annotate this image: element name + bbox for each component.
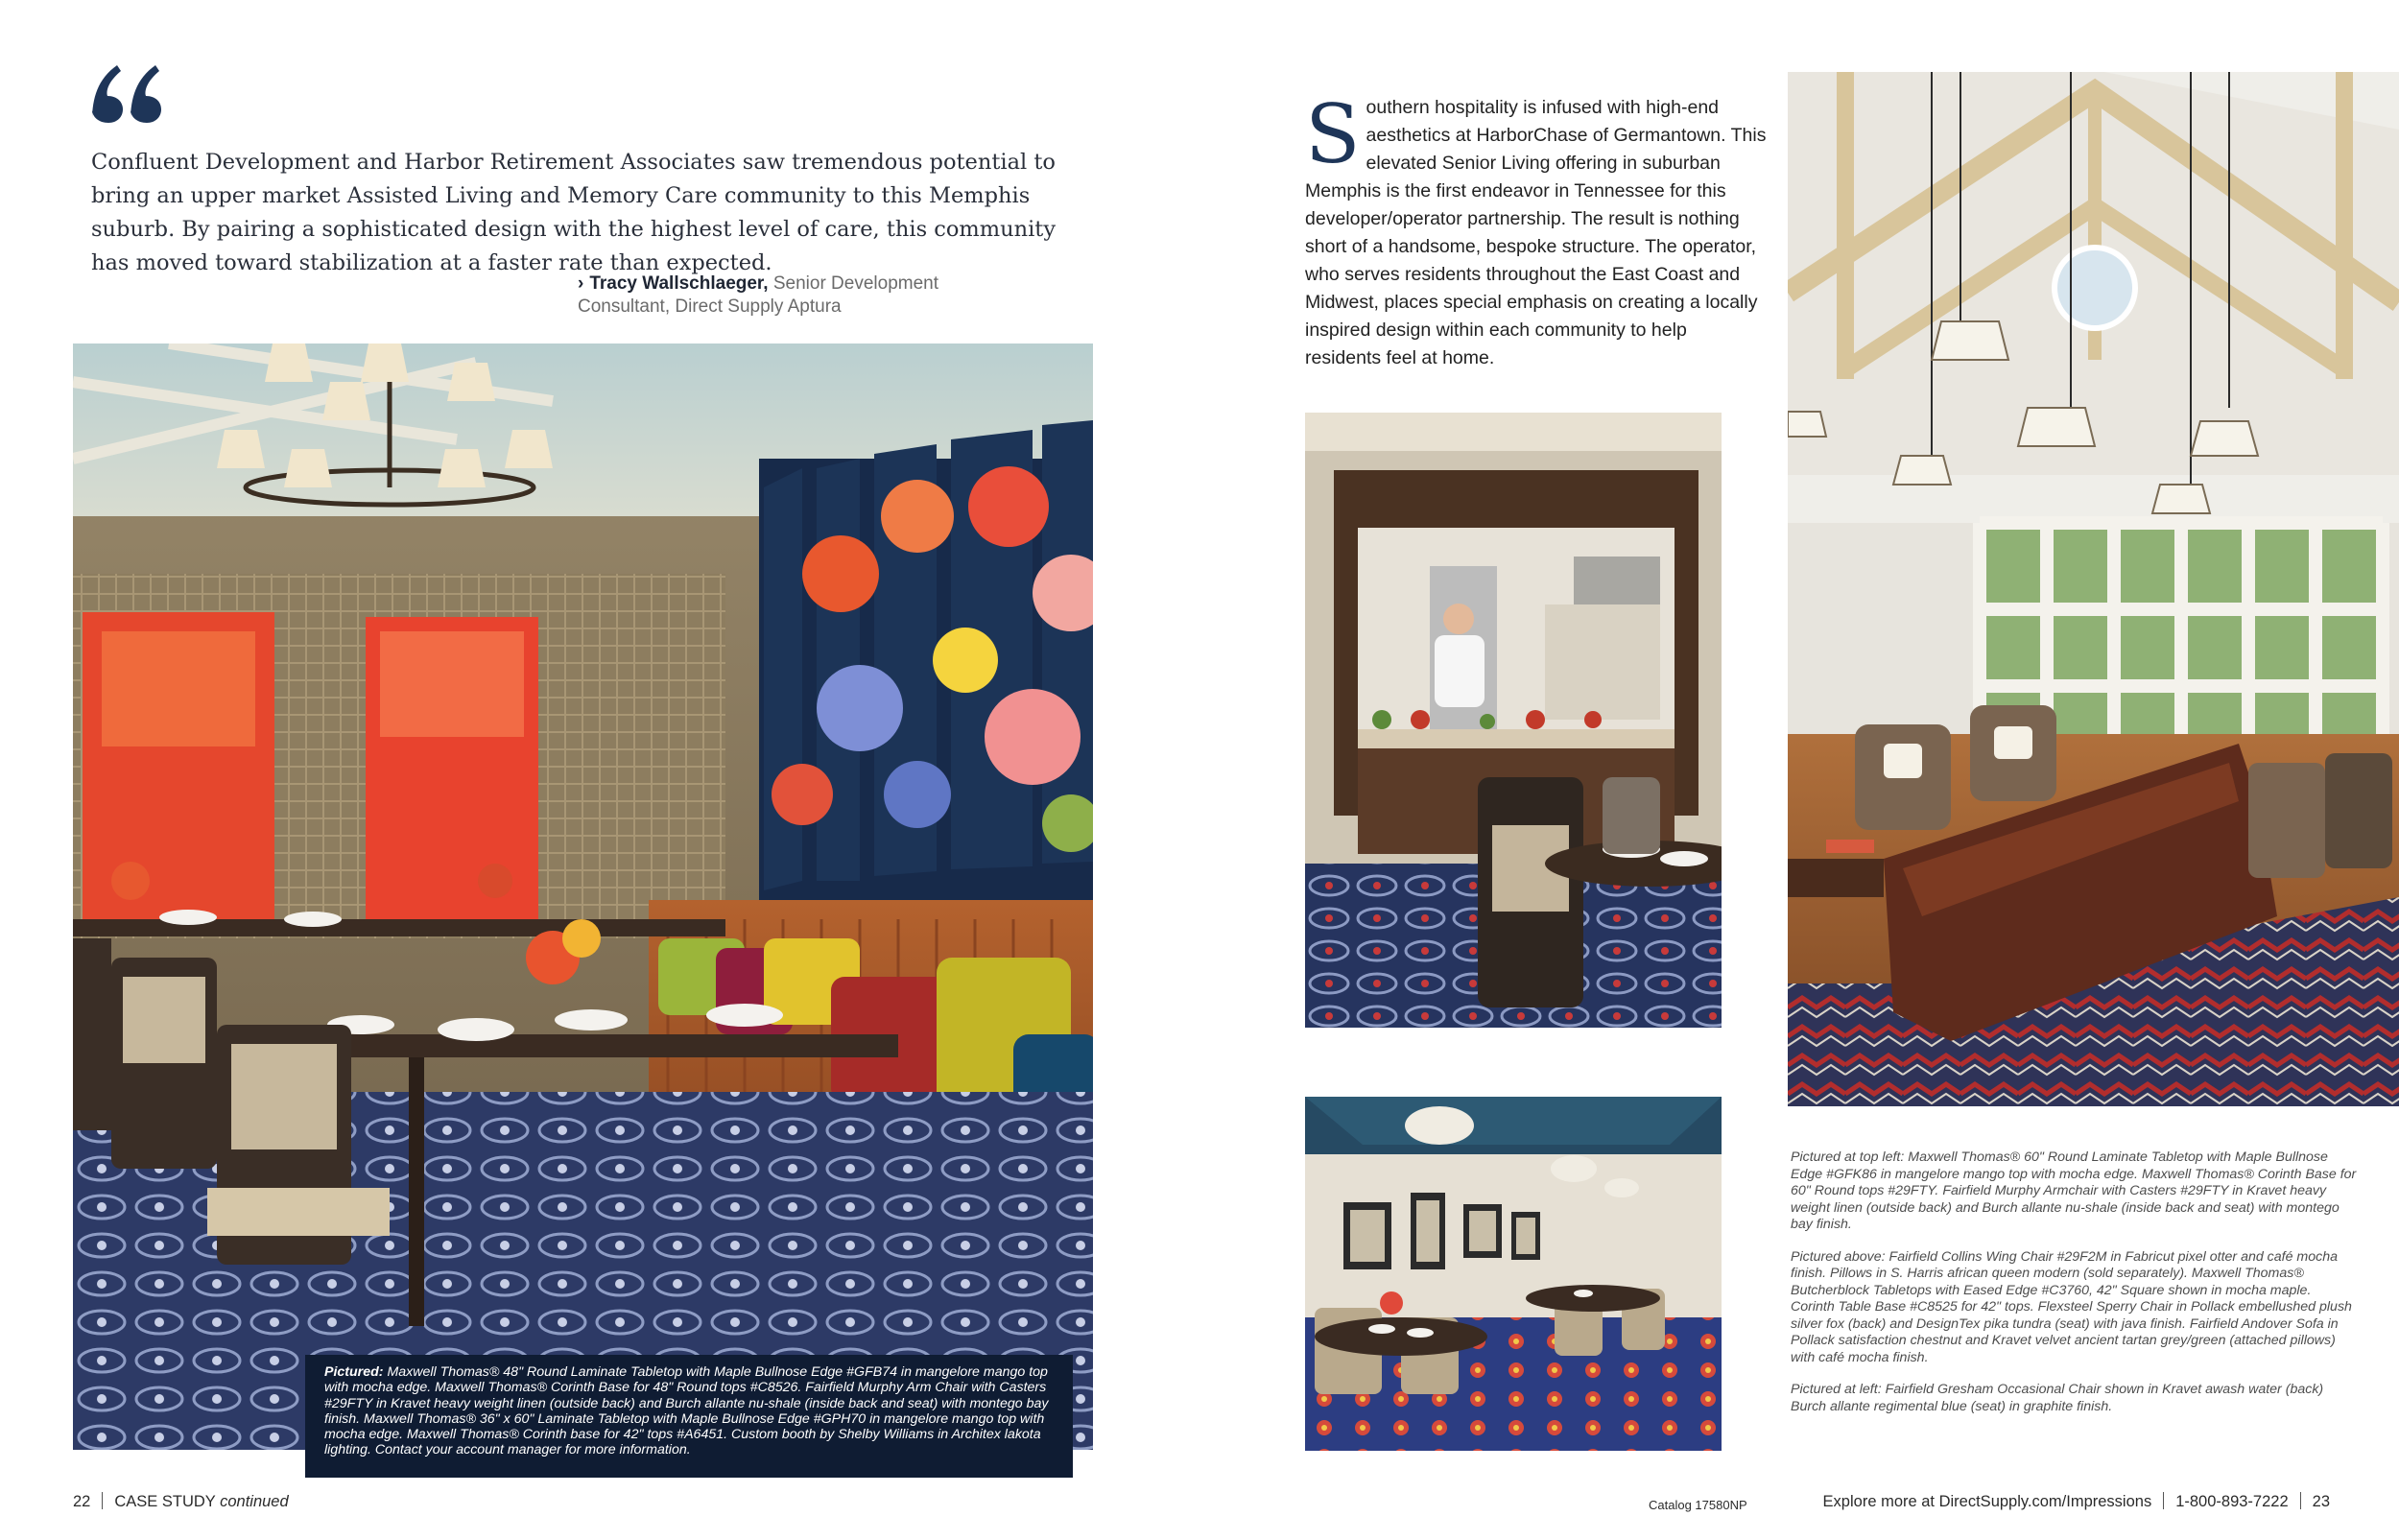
section-suffix: continued <box>220 1493 289 1510</box>
caption-lead: Pictured above: <box>1791 1248 1886 1265</box>
pull-quote: Confluent Development and Harbor Retirement Associates saw tremendous potential to bring an upper market Assisted Living and Memory Care community to this Memphis suburb. By pairing a sophisticated design with the highest level of care, this community has moved toward stabilization at a faster rate than expected. <box>91 150 1057 275</box>
footer-divider <box>2300 1492 2301 1509</box>
caption-top-left <box>1791 1149 2357 1234</box>
caption-text: Fairfield Gresham Occasional Chair shown in Kravet awash water (back) Burch allante regimental blue (seat) in graphite finish. <box>1791 1382 2324 1414</box>
attribution-title: Senior Development Consultant, Direct Supply Aptura <box>578 273 938 317</box>
caption-text: Maxwell Thomas® 60" Round Laminate Tabletop with Maple Bullnose Edge #GFK86 in mangelore mango top with mocha edge. Maxwell Thomas® Corinth Base for 60" Round tops #29FTY. Fairfield Murphy Armchair with Casters #29FTY in Kravet heavy weight linen (outside back) and Burch allante nu-shale (inside back and seat) with montego bay finish. <box>1791 1149 2357 1232</box>
quote-attribution <box>578 272 981 319</box>
intro-paragraph <box>1305 87 1768 372</box>
caption-lead: Pictured at top left: <box>1791 1149 1905 1165</box>
footer-divider <box>102 1492 103 1509</box>
page-number-left: 22 <box>73 1493 91 1510</box>
quote-mark-icon <box>88 59 165 127</box>
catalog-number: Catalog 17580NP <box>1649 1498 1747 1512</box>
kitchen-photo <box>1305 413 1722 1028</box>
phone-number[interactable]: 1-800-893-7222 <box>2175 1493 2289 1510</box>
chevron-right-icon: › <box>578 273 584 294</box>
caption-above <box>1791 1249 2357 1367</box>
caption-text: Fairfield Collins Wing Chair #29F2M in Fabricut pixel otter and café mocha finish. Pillows in S. Harris african queen modern (sold separately). Maxwell Thomas® Butcherblock Tabletops with Eased Edge #C3760, 42" Square shown in mocha maple. Corinth Table Base #C8525 for 42" tops. Flexsteel Sperry Chair in Pollack embellushed plush silver fox (back) and DesignTex pika tundra (seat) with java finish. Fairfield Andover Sofa in Pollack satisfaction chestnut and Kravet velvet ancient tartan grey/green (attached pillows) with café mocha finish. <box>1791 1248 2352 1365</box>
side-captions <box>1791 1149 2357 1431</box>
lounge-photo <box>1788 72 2399 1106</box>
page-number-right: 23 <box>2312 1493 2330 1510</box>
intro-text: outhern hospitality is infused with high-end aesthetics at HarborChase of Germantown. This elevated Senior Living offering in suburban Memphis is the first endeavor in Tennessee for this developer/operator partnership. The result is nothing short of a handsome, bespoke structure. The operator, who serves residents throughout the East Coast and Midwest, places special emphasis on creating a locally inspired design within each community to help residents feel at home. <box>1305 97 1767 368</box>
section-label: CASE STUDY <box>114 1493 216 1510</box>
caption-lead: Pictured at left: <box>1791 1382 1882 1397</box>
footer-divider <box>2163 1492 2164 1509</box>
caption-left <box>1791 1382 2357 1415</box>
main-photo-caption <box>305 1355 1073 1478</box>
footer-right <box>1823 1491 2330 1512</box>
explore-link[interactable]: Explore more at DirectSupply.com/Impressions <box>1822 1493 2152 1510</box>
caption-lead: Pictured: <box>324 1364 384 1380</box>
footer-left <box>73 1491 289 1512</box>
drop-cap: S <box>1305 87 1361 181</box>
attribution-name: Tracy Wallschlaeger, <box>589 273 769 294</box>
caption-text: Maxwell Thomas® 48" Round Laminate Tabletop with Maple Bullnose Edge #GFB74 in mangelore mango top with mocha edge. Maxwell Thomas® Corinth Base for 48" Round tops #C8526. Fairfield Murphy Arm Chair with Casters #29FTY in Kravet heavy weight linen (outside back) and Burch allante nu-shale (inside back and seat) with montego bay finish. Maxwell Thomas® 36" x 60" Laminate Tabletop with Maple Bullnose Edge #GPH70 in mangelore mango top with mocha edge. Maxwell Thomas® Corinth base for 42" tops #A6451. Custom booth by Shelby Williams in Architex lakota lighting. Contact your account manager for more information. <box>324 1364 1049 1458</box>
dining-hall-photo <box>1305 1097 1722 1451</box>
dining-room-photo <box>73 344 1093 1450</box>
